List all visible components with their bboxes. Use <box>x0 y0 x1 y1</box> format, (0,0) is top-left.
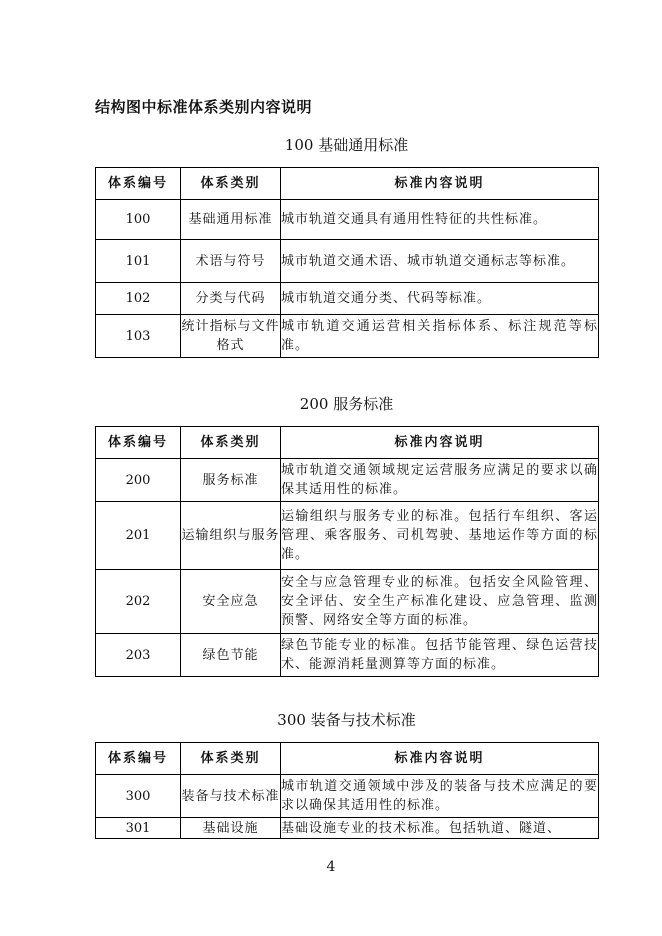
row-category: 基础通用标准 <box>181 200 281 240</box>
table-header-row <box>96 743 599 775</box>
row-category: 术语与符号 <box>181 240 281 283</box>
row-code: 102 <box>96 283 181 315</box>
header-description: 标准内容说明 <box>281 743 599 775</box>
row-description: 绿色节能专业的标准。包括节能管理、绿色运营技术、能源消耗量测算等方面的标准。 <box>281 634 599 677</box>
row-category: 分类与代码 <box>181 283 281 315</box>
row-description: 城市轨道交通领域中涉及的装备与技术应满足的要求以确保其适用性的标准。 <box>281 775 599 818</box>
table-row <box>96 818 599 839</box>
row-category: 安全应急 <box>181 570 281 634</box>
table-300 <box>95 742 599 839</box>
section-title-300: 300 装备与技术标准 <box>277 711 416 729</box>
table-100 <box>95 167 599 358</box>
table-row <box>96 240 599 283</box>
table-row <box>96 570 599 634</box>
row-code: 202 <box>96 570 181 634</box>
row-category: 基础设施 <box>181 818 281 839</box>
table-row <box>96 200 599 240</box>
header-code: 体系编号 <box>96 168 181 200</box>
row-code: 200 <box>96 459 181 502</box>
row-category: 服务标准 <box>181 459 281 502</box>
row-code: 203 <box>96 634 181 677</box>
section-title-200: 200 服务标准 <box>299 395 394 413</box>
row-code: 201 <box>96 502 181 570</box>
row-code: 101 <box>96 240 181 283</box>
row-code: 100 <box>96 200 181 240</box>
table-row <box>96 459 599 502</box>
table-row <box>96 775 599 818</box>
row-description: 城市轨道交通具有通用性特征的共性标准。 <box>281 200 599 240</box>
row-category: 运输组织与服务 <box>181 502 281 570</box>
row-description: 安全与应急管理专业的标准。包括安全风险管理、安全评估、安全生产标准化建设、应急管理、监测预警、网络安全等方面的标准。 <box>281 570 599 634</box>
page-heading: 结构图中标准体系类别内容说明 <box>95 98 313 116</box>
section-title-100: 100 基础通用标准 <box>284 136 409 154</box>
table-row <box>96 502 599 570</box>
table-200 <box>95 426 599 677</box>
row-category: 绿色节能 <box>181 634 281 677</box>
header-description: 标准内容说明 <box>281 427 599 459</box>
table-row <box>96 315 599 358</box>
table-header-row <box>96 168 599 200</box>
table-row <box>96 634 599 677</box>
row-description: 城市轨道交通领域规定运营服务应满足的要求以确保其适用性的标准。 <box>281 459 599 502</box>
table-row <box>96 283 599 315</box>
row-description: 基础设施专业的技术标准。包括轨道、隧道、 <box>281 818 599 839</box>
row-code: 301 <box>96 818 181 839</box>
row-description: 城市轨道交通术语、城市轨道交通标志等标准。 <box>281 240 599 283</box>
table-header-row <box>96 427 599 459</box>
header-category: 体系类别 <box>181 168 281 200</box>
header-description: 标准内容说明 <box>281 168 599 200</box>
header-code: 体系编号 <box>96 427 181 459</box>
row-description: 城市轨道交通运营相关指标体系、标注规范等标准。 <box>281 315 599 358</box>
row-code: 103 <box>96 315 181 358</box>
header-code: 体系编号 <box>96 743 181 775</box>
row-category: 装备与技术标准 <box>181 775 281 818</box>
row-category: 统计指标与文件格式 <box>181 315 281 358</box>
header-category: 体系类别 <box>181 743 281 775</box>
page-number: 4 <box>326 859 336 875</box>
row-description: 运输组织与服务专业的标准。包括行车组织、客运管理、乘客服务、司机驾驶、基地运作等方面的标准。 <box>281 502 599 570</box>
row-code: 300 <box>96 775 181 818</box>
row-description: 城市轨道交通分类、代码等标准。 <box>281 283 599 315</box>
header-category: 体系类别 <box>181 427 281 459</box>
